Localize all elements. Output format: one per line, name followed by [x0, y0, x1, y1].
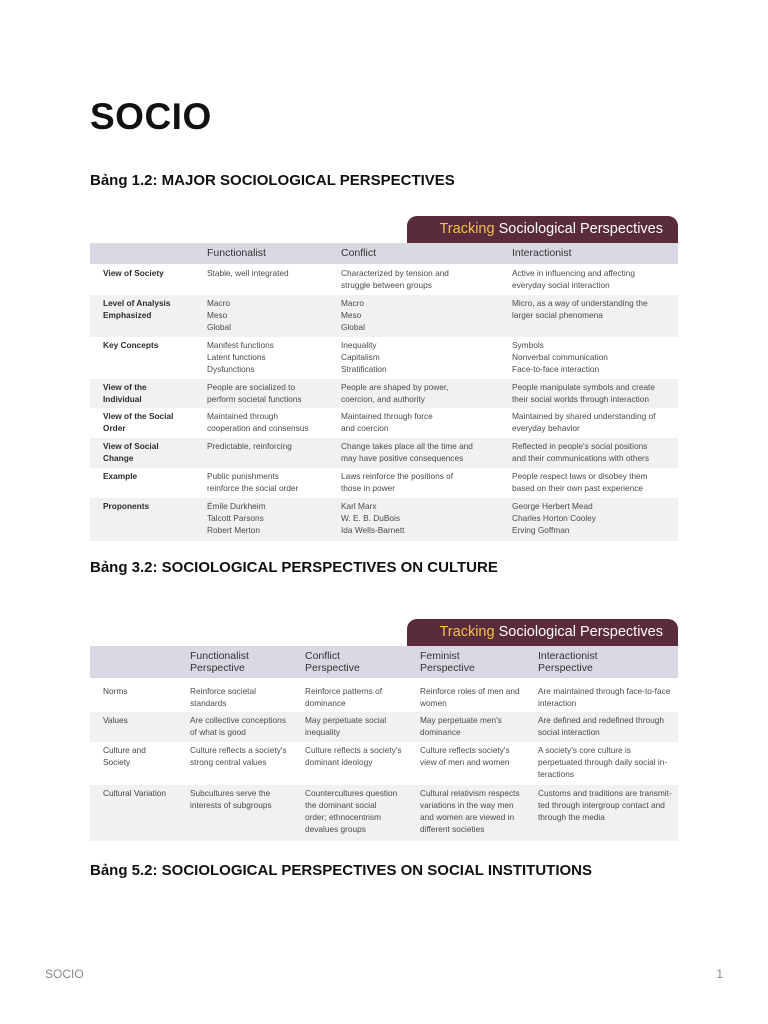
table-cell: Culture reflects society's view of men and women	[420, 745, 510, 767]
table-cell: Subcultures serve the interests of subgroups	[190, 788, 272, 810]
table-cell: George Herbert Mead Charles Horton Cooley Erving Goffman	[512, 501, 596, 535]
row-label: View of Society	[103, 268, 164, 278]
table-2-header-row	[90, 646, 678, 678]
banner-title: Sociological Perspectives	[498, 221, 663, 237]
table-row	[90, 337, 678, 379]
table-row	[90, 295, 678, 337]
table-cell: Reinforce societal standards	[190, 686, 256, 708]
header-interactionist: Interactionist	[512, 247, 572, 259]
table-cell: Macro Meso Global	[207, 298, 231, 332]
table-cell: Symbols Nonverbal communication Face-to-face interaction	[512, 340, 608, 374]
table-cell: Reinforce roles of men and women	[420, 686, 520, 708]
banner-title: Sociological Perspectives	[498, 624, 663, 640]
table-cell: Maintained through cooperation and consensus	[207, 411, 309, 433]
table-cell: Karl Marx W. E. B. DuBois Ida Wells-Barnett	[341, 501, 405, 535]
table-cell: Change takes place all the time and may have positive consequences	[341, 441, 473, 463]
table-row	[90, 742, 678, 785]
table-cell: Culture reflects a society's strong central values	[190, 745, 287, 767]
table-cell: Reinforce patterns of dominance	[305, 686, 383, 708]
row-label: Level of Analysis Emphasized	[103, 298, 171, 320]
table-cell: Countercultures question the dominant social order; ethnocentrism devalues groups	[305, 788, 398, 834]
table-cell: Maintained through force and coercion	[341, 411, 433, 433]
table-cell: Laws reinforce the positions of those in power	[341, 471, 454, 493]
table-2-caption: Bảng 3.2: SOCIOLOGICAL PERSPECTIVES ON CULTURE	[90, 559, 498, 576]
table-cell: Characterized by tension and struggle between groups	[341, 268, 449, 290]
table-cell: Manifest functions Latent functions Dysfunctions	[207, 340, 274, 374]
table-cell: Public punishments reinforce the social order	[207, 471, 299, 493]
table-cell: A society's core culture is perpetuated through daily social in- teractions	[538, 745, 668, 779]
page-title: SOCIO	[90, 96, 212, 137]
table-cell: People respect laws or disobey them based on their own past experience	[512, 471, 648, 493]
table-cell: Émile Durkheim Talcott Parsons Robert Merton	[207, 501, 266, 535]
row-label: View of the Social Order	[103, 411, 174, 433]
table-cell: Cultural relativism respects variations in the way men and women are viewed in different societies	[420, 788, 520, 834]
header-functionalist-perspective: Functionalist Perspective	[190, 650, 249, 674]
table-row	[90, 265, 678, 295]
table-1-caption: Bảng 1.2: MAJOR SOCIOLOGICAL PERSPECTIVES	[90, 172, 455, 189]
table-row	[90, 408, 678, 438]
table-cell: Customs and traditions are transmit- ted through intergroup contact and through the media	[538, 788, 672, 822]
table-cell: Are defined and redefined through social interaction	[538, 715, 664, 737]
table-cell: Active in influencing and affecting everyday social interaction	[512, 268, 635, 290]
table-cell: Stable, well integrated	[207, 268, 289, 278]
banner-tracking-word: Tracking	[439, 221, 495, 237]
row-label: Example	[103, 471, 138, 481]
table-row	[90, 438, 678, 468]
table-cell: Predictable, reinforcing	[207, 441, 292, 451]
row-label: Norms	[103, 686, 128, 696]
table-row	[90, 498, 678, 541]
table-row	[90, 683, 678, 712]
table-cell: People manipulate symbols and create their social worlds through interaction	[512, 382, 655, 404]
table-1-header-row	[90, 243, 678, 264]
table-2-banner	[407, 619, 678, 646]
table-3-caption: Bảng 5.2: SOCIOLOGICAL PERSPECTIVES ON SOCIAL INSTITUTIONS	[90, 862, 593, 879]
table-cell: Culture reflects a society's dominant ideology	[305, 745, 402, 767]
header-conflict-perspective: Conflict Perspective	[305, 650, 360, 674]
row-label: Culture and Society	[103, 745, 146, 767]
table-cell: Are collective conceptions of what is good	[190, 715, 286, 737]
row-label: Cultural Variation	[103, 788, 167, 798]
row-label: Values	[103, 715, 128, 725]
major-perspectives-table	[90, 216, 678, 541]
table-cell: Maintained by shared understanding of everyday behavior	[512, 411, 656, 433]
table-1-banner	[407, 216, 678, 243]
table-cell: Inequality Capitalism Stratification	[341, 340, 387, 374]
table-row	[90, 712, 678, 742]
row-label: View of the Individual	[103, 382, 147, 404]
table-row	[90, 785, 678, 841]
row-label: Proponents	[103, 501, 150, 511]
row-label: Key Concepts	[103, 340, 159, 350]
table-cell: Macro Meso Global	[341, 298, 365, 332]
table-row	[90, 379, 678, 408]
culture-perspectives-table	[90, 619, 678, 841]
header-feminist-perspective: Feminist Perspective	[420, 650, 475, 674]
row-label: View of Social Change	[103, 441, 159, 463]
table-cell: May perpetuate men's dominance	[420, 715, 502, 737]
table-cell: Reflected in people's social positions and their communications with others	[512, 441, 649, 463]
header-functionalist: Functionalist	[207, 247, 266, 259]
table-cell: May perpetuate social inequality	[305, 715, 387, 737]
table-cell: Micro, as a way of understanding the larger social phenomena	[512, 298, 648, 320]
banner-tracking-word: Tracking	[439, 624, 495, 640]
footer-page-number: 1	[716, 967, 723, 981]
table-cell: People are shaped by power, coercion, and authority	[341, 382, 449, 404]
header-interactionist-perspective: Interactionist Perspective	[538, 650, 598, 674]
table-cell: People are socialized to perform societal functions	[207, 382, 302, 404]
table-cell: Are maintained through face-to-face interaction	[538, 686, 671, 708]
footer-document-title: SOCIO	[45, 967, 84, 981]
header-conflict: Conflict	[341, 247, 377, 259]
table-row	[90, 468, 678, 498]
